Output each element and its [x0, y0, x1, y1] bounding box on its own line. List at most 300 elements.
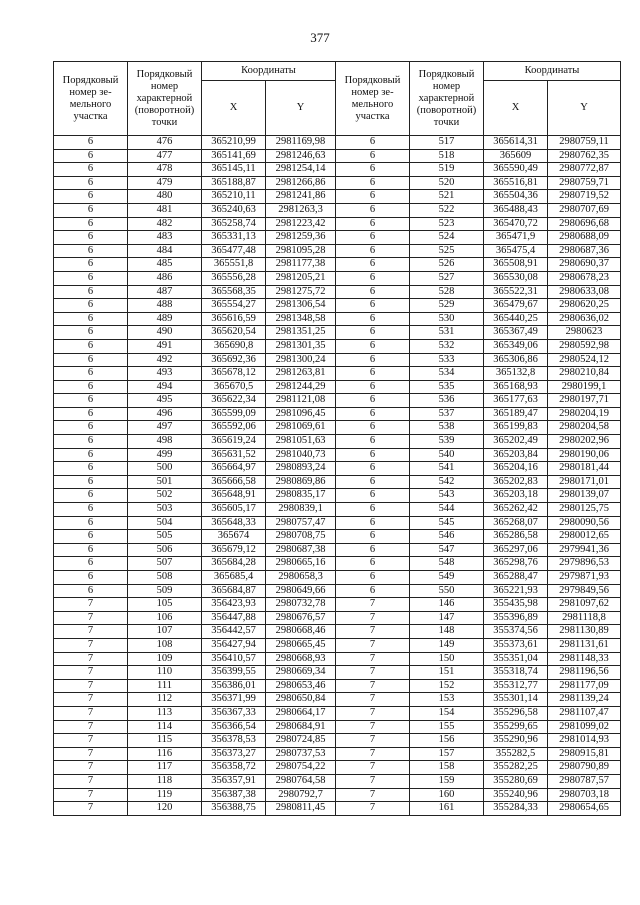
- y-coordinate-cell: 2980708,75: [266, 530, 336, 544]
- table-body: [54, 136, 621, 816]
- table-row: [54, 462, 621, 476]
- y-coordinate-cell: 2981348,58: [266, 312, 336, 326]
- y-coordinate-cell: 2981177,38: [266, 258, 336, 272]
- y-coordinate-cell: 2980869,86: [266, 475, 336, 489]
- point-number-cell: 156: [410, 734, 484, 748]
- x-coordinate-cell: 355351,04: [484, 652, 548, 666]
- y-coordinate-cell: 2980703,18: [548, 788, 621, 802]
- point-number-cell: 504: [128, 516, 202, 530]
- table-row: [54, 679, 621, 693]
- x-coordinate-cell: 356357,91: [202, 774, 266, 788]
- point-number-cell: 481: [128, 203, 202, 217]
- point-number-cell: 493: [128, 367, 202, 381]
- parcel-number-cell: 7: [336, 706, 410, 720]
- parcel-number-cell: 6: [336, 380, 410, 394]
- coordinates-header: Координаты: [484, 62, 621, 81]
- point-number-cell: 157: [410, 747, 484, 761]
- parcel-number-cell: 7: [336, 666, 410, 680]
- parcel-number-cell: 6: [54, 163, 128, 177]
- parcel-number-cell: 7: [336, 598, 410, 612]
- y-coordinate-cell: 2980664,17: [266, 706, 336, 720]
- y-coordinate-cell: 2980772,87: [548, 163, 621, 177]
- x-coordinate-cell: 355318,74: [484, 666, 548, 680]
- point-number-cell: 548: [410, 557, 484, 571]
- parcel-number-cell: 6: [336, 489, 410, 503]
- point-number-cell: 105: [128, 598, 202, 612]
- y-coordinate-cell: 2981051,63: [266, 435, 336, 449]
- table-row: [54, 271, 621, 285]
- x-coordinate-cell: 365479,67: [484, 299, 548, 313]
- parcel-number-cell: 6: [336, 394, 410, 408]
- table-row: [54, 625, 621, 639]
- parcel-number-cell: 7: [336, 611, 410, 625]
- parcel-number-cell: 7: [336, 652, 410, 666]
- y-coordinate-cell: 2980792,7: [266, 788, 336, 802]
- parcel-number-cell: 7: [336, 734, 410, 748]
- table-row: [54, 190, 621, 204]
- point-number-cell: 534: [410, 367, 484, 381]
- parcel-number-cell: 7: [54, 598, 128, 612]
- y-coordinate-cell: 2980668,46: [266, 625, 336, 639]
- table-row: [54, 231, 621, 245]
- x-coordinate-cell: 355301,14: [484, 693, 548, 707]
- y-coordinate-cell: 2981040,73: [266, 448, 336, 462]
- point-number-cell: 538: [410, 421, 484, 435]
- x-coordinate-cell: 365685,4: [202, 571, 266, 585]
- parcel-number-cell: 7: [336, 720, 410, 734]
- y-coordinate-cell: 2980636,02: [548, 312, 621, 326]
- y-coordinate-cell: 2980893,24: [266, 462, 336, 476]
- parcel-number-cell: 6: [336, 231, 410, 245]
- point-number-cell: 531: [410, 326, 484, 340]
- point-number-cell: 488: [128, 299, 202, 313]
- parcel-number-cell: 6: [54, 530, 128, 544]
- x-coordinate-cell: 365168,93: [484, 380, 548, 394]
- y-coordinate-cell: 2980707,69: [548, 203, 621, 217]
- x-coordinate-cell: 365622,34: [202, 394, 266, 408]
- parcel-number-cell: 6: [336, 503, 410, 517]
- point-number-cell: 479: [128, 176, 202, 190]
- y-coordinate-cell: 2981246,63: [266, 149, 336, 163]
- parcel-number-cell: 6: [336, 530, 410, 544]
- parcel-number-cell: 6: [54, 584, 128, 598]
- y-coordinate-cell: 2980653,46: [266, 679, 336, 693]
- y-coordinate-cell: 2980811,45: [266, 802, 336, 816]
- point-number-header: Порядковый номер характерной (поворотной) точки: [128, 62, 202, 136]
- point-number-cell: 106: [128, 611, 202, 625]
- x-coordinate-cell: 356366,54: [202, 720, 266, 734]
- point-number-cell: 496: [128, 407, 202, 421]
- point-number-cell: 533: [410, 353, 484, 367]
- y-coordinate-cell: 2981099,02: [548, 720, 621, 734]
- parcel-number-cell: 6: [336, 339, 410, 353]
- x-coordinate-cell: 355374,56: [484, 625, 548, 639]
- x-coordinate-cell: 365210,99: [202, 136, 266, 150]
- point-number-cell: 116: [128, 747, 202, 761]
- y-coordinate-cell: 2980759,11: [548, 136, 621, 150]
- table-row: [54, 285, 621, 299]
- x-coordinate-cell: 365590,49: [484, 163, 548, 177]
- parcel-number-cell: 6: [54, 475, 128, 489]
- parcel-number-cell: 6: [54, 339, 128, 353]
- point-number-cell: 161: [410, 802, 484, 816]
- point-number-cell: 110: [128, 666, 202, 680]
- parcel-number-cell: 7: [54, 747, 128, 761]
- x-coordinate-cell: 355373,61: [484, 638, 548, 652]
- point-number-cell: 498: [128, 435, 202, 449]
- y-coordinate-cell: 2980684,91: [266, 720, 336, 734]
- point-number-cell: 483: [128, 231, 202, 245]
- y-coordinate-cell: 2980764,58: [266, 774, 336, 788]
- parcel-number-cell: 6: [54, 258, 128, 272]
- parcel-number-cell: 6: [54, 571, 128, 585]
- x-coordinate-cell: 365508,91: [484, 258, 548, 272]
- point-number-cell: 507: [128, 557, 202, 571]
- parcel-number-cell: 6: [54, 326, 128, 340]
- x-coordinate-cell: 365286,58: [484, 530, 548, 544]
- x-coordinate-cell: 355296,58: [484, 706, 548, 720]
- x-coordinate-cell: 365298,76: [484, 557, 548, 571]
- point-number-cell: 155: [410, 720, 484, 734]
- y-coordinate-cell: 2980592,98: [548, 339, 621, 353]
- table-row: [54, 652, 621, 666]
- y-coordinate-cell: 2980090,56: [548, 516, 621, 530]
- table-row: [54, 802, 621, 816]
- point-number-cell: 485: [128, 258, 202, 272]
- parcel-number-cell: 6: [336, 312, 410, 326]
- parcel-number-cell: 6: [336, 557, 410, 571]
- x-coordinate-cell: 365331,13: [202, 231, 266, 245]
- x-coordinate-cell: 365504,36: [484, 190, 548, 204]
- table-row: [54, 706, 621, 720]
- x-coordinate-cell: 365568,35: [202, 285, 266, 299]
- point-number-cell: 477: [128, 149, 202, 163]
- point-number-cell: 115: [128, 734, 202, 748]
- x-coordinate-cell: 356358,72: [202, 761, 266, 775]
- parcel-number-header: Порядковый номер зе-мельного участка: [336, 62, 410, 136]
- y-coordinate-cell: 2980759,71: [548, 176, 621, 190]
- x-coordinate-cell: 356427,94: [202, 638, 266, 652]
- x-coordinate-cell: 365592,06: [202, 421, 266, 435]
- x-coordinate-cell: 365204,16: [484, 462, 548, 476]
- y-coordinate-cell: 2981205,21: [266, 271, 336, 285]
- table-row: [54, 774, 621, 788]
- point-number-cell: 525: [410, 244, 484, 258]
- table-row: [54, 299, 621, 313]
- point-number-cell: 499: [128, 448, 202, 462]
- y-coordinate-cell: 2980737,53: [266, 747, 336, 761]
- x-coordinate-cell: 365141,69: [202, 149, 266, 163]
- y-coordinate-cell: 2981096,45: [266, 407, 336, 421]
- table-row: [54, 421, 621, 435]
- table-row: [54, 475, 621, 489]
- y-coordinate-cell: 2981263,81: [266, 367, 336, 381]
- point-number-cell: 508: [128, 571, 202, 585]
- parcel-number-cell: 6: [336, 190, 410, 204]
- x-coordinate-cell: 365554,27: [202, 299, 266, 313]
- y-coordinate-cell: 2981118,8: [548, 611, 621, 625]
- x-coordinate-cell: 365614,31: [484, 136, 548, 150]
- x-coordinate-cell: 365288,47: [484, 571, 548, 585]
- y-coordinate-cell: 2980719,52: [548, 190, 621, 204]
- table-row: [54, 611, 621, 625]
- x-coordinate-cell: 365684,28: [202, 557, 266, 571]
- parcel-number-cell: 6: [54, 312, 128, 326]
- table-row: [54, 543, 621, 557]
- point-number-cell: 549: [410, 571, 484, 585]
- x-coordinate-cell: 365551,8: [202, 258, 266, 272]
- point-number-cell: 112: [128, 693, 202, 707]
- point-number-cell: 522: [410, 203, 484, 217]
- y-coordinate-cell: 2981095,28: [266, 244, 336, 258]
- parcel-number-cell: 6: [336, 475, 410, 489]
- point-number-cell: 523: [410, 217, 484, 231]
- x-coordinate-cell: 365471,9: [484, 231, 548, 245]
- table-row: [54, 217, 621, 231]
- y-coordinate-cell: 2980204,58: [548, 421, 621, 435]
- table-row: [54, 720, 621, 734]
- point-number-cell: 151: [410, 666, 484, 680]
- point-number-cell: 519: [410, 163, 484, 177]
- parcel-number-cell: 7: [336, 761, 410, 775]
- point-number-cell: 490: [128, 326, 202, 340]
- parcel-number-cell: 7: [54, 774, 128, 788]
- y-coordinate-cell: 2981300,24: [266, 353, 336, 367]
- y-coordinate-cell: 2979896,53: [548, 557, 621, 571]
- point-number-cell: 506: [128, 543, 202, 557]
- parcel-number-cell: 7: [336, 788, 410, 802]
- table-row: [54, 136, 621, 150]
- y-coordinate-cell: 2980665,45: [266, 638, 336, 652]
- x-coordinate-cell: 356423,93: [202, 598, 266, 612]
- parcel-number-header: Порядковый номер зе-мельного участка: [54, 62, 128, 136]
- parcel-number-cell: 7: [54, 625, 128, 639]
- parcel-number-cell: 6: [54, 489, 128, 503]
- parcel-number-cell: 7: [54, 706, 128, 720]
- x-coordinate-cell: 365690,8: [202, 339, 266, 353]
- parcel-number-cell: 7: [54, 720, 128, 734]
- y-coordinate-cell: 2981196,56: [548, 666, 621, 680]
- x-coordinate-cell: 365516,81: [484, 176, 548, 190]
- x-coordinate-cell: 365240,63: [202, 203, 266, 217]
- y-coordinate-cell: 2980787,57: [548, 774, 621, 788]
- table-row: [54, 380, 621, 394]
- point-number-cell: 546: [410, 530, 484, 544]
- point-number-cell: 476: [128, 136, 202, 150]
- y-coordinate-cell: 2980190,06: [548, 448, 621, 462]
- x-coordinate-cell: 365203,18: [484, 489, 548, 503]
- y-coordinate-cell: 2980839,1: [266, 503, 336, 517]
- y-coordinate-cell: 2980732,78: [266, 598, 336, 612]
- point-number-cell: 152: [410, 679, 484, 693]
- point-number-cell: 501: [128, 475, 202, 489]
- x-coordinate-cell: 356367,33: [202, 706, 266, 720]
- x-coordinate-cell: 365199,83: [484, 421, 548, 435]
- point-number-cell: 108: [128, 638, 202, 652]
- parcel-number-cell: 6: [336, 584, 410, 598]
- y-coordinate-cell: 2980210,84: [548, 367, 621, 381]
- parcel-number-cell: 7: [54, 611, 128, 625]
- point-number-cell: 526: [410, 258, 484, 272]
- parcel-number-cell: 6: [54, 136, 128, 150]
- point-number-cell: 509: [128, 584, 202, 598]
- table-row: [54, 407, 621, 421]
- point-number-cell: 502: [128, 489, 202, 503]
- y-coordinate-cell: 2980650,84: [266, 693, 336, 707]
- parcel-number-cell: 6: [54, 217, 128, 231]
- y-coordinate-cell: 2980676,57: [266, 611, 336, 625]
- point-number-cell: 486: [128, 271, 202, 285]
- y-coordinate-cell: 2981301,35: [266, 339, 336, 353]
- point-number-cell: 111: [128, 679, 202, 693]
- point-number-cell: 505: [128, 530, 202, 544]
- coordinates-table: [53, 61, 621, 816]
- table-row: [54, 584, 621, 598]
- y-coordinate-cell: 2980754,22: [266, 761, 336, 775]
- x-coordinate-cell: 365210,11: [202, 190, 266, 204]
- parcel-number-cell: 6: [336, 217, 410, 231]
- y-coordinate-cell: 2980658,3: [266, 571, 336, 585]
- parcel-number-cell: 6: [336, 258, 410, 272]
- parcel-number-cell: 6: [54, 435, 128, 449]
- x-coordinate-cell: 365349,06: [484, 339, 548, 353]
- y-coordinate-cell: 2979941,36: [548, 543, 621, 557]
- parcel-number-cell: 6: [54, 462, 128, 476]
- x-coordinate-cell: 365674: [202, 530, 266, 544]
- point-number-cell: 150: [410, 652, 484, 666]
- point-number-cell: 146: [410, 598, 484, 612]
- point-number-cell: 491: [128, 339, 202, 353]
- y-coordinate-cell: 2980678,23: [548, 271, 621, 285]
- y-coordinate-cell: 2980649,66: [266, 584, 336, 598]
- parcel-number-cell: 6: [54, 203, 128, 217]
- parcel-number-cell: 6: [54, 231, 128, 245]
- x-coordinate-cell: 365619,24: [202, 435, 266, 449]
- table-row: [54, 163, 621, 177]
- y-coordinate-cell: 2980197,71: [548, 394, 621, 408]
- point-number-cell: 114: [128, 720, 202, 734]
- x-coordinate-cell: 365605,17: [202, 503, 266, 517]
- y-coordinate-cell: 2980762,35: [548, 149, 621, 163]
- point-number-cell: 518: [410, 149, 484, 163]
- y-coordinate-cell: 2981121,08: [266, 394, 336, 408]
- y-coordinate-cell: 2979849,56: [548, 584, 621, 598]
- parcel-number-cell: 6: [336, 367, 410, 381]
- parcel-number-cell: 7: [54, 652, 128, 666]
- x-coordinate-cell: 356442,57: [202, 625, 266, 639]
- parcel-number-cell: 6: [54, 557, 128, 571]
- table-row: [54, 312, 621, 326]
- x-coordinate-cell: 365202,83: [484, 475, 548, 489]
- x-coordinate-cell: 365475,4: [484, 244, 548, 258]
- parcel-number-cell: 6: [54, 503, 128, 517]
- point-number-cell: 148: [410, 625, 484, 639]
- y-coordinate-cell: 2980181,44: [548, 462, 621, 476]
- y-coordinate-cell: 2981069,61: [266, 421, 336, 435]
- x-coordinate-cell: 356373,27: [202, 747, 266, 761]
- y-coordinate-cell: 2981097,62: [548, 598, 621, 612]
- x-coordinate-cell: 356371,99: [202, 693, 266, 707]
- x-coordinate-cell: 365556,28: [202, 271, 266, 285]
- y-coordinate-cell: 2980835,17: [266, 489, 336, 503]
- parcel-number-cell: 6: [54, 244, 128, 258]
- y-coordinate-cell: 2980171,01: [548, 475, 621, 489]
- x-coordinate-cell: 365609: [484, 149, 548, 163]
- y-coordinate-cell: 2980668,93: [266, 652, 336, 666]
- y-coordinate-cell: 2980620,25: [548, 299, 621, 313]
- point-number-cell: 541: [410, 462, 484, 476]
- parcel-number-cell: 6: [336, 203, 410, 217]
- parcel-number-cell: 6: [54, 299, 128, 313]
- table-row: [54, 666, 621, 680]
- x-coordinate-cell: 365189,47: [484, 407, 548, 421]
- y-coordinate-cell: 2981266,86: [266, 176, 336, 190]
- point-number-cell: 530: [410, 312, 484, 326]
- x-coordinate-cell: 356387,38: [202, 788, 266, 802]
- parcel-number-cell: 6: [336, 163, 410, 177]
- y-coordinate-cell: 2980524,12: [548, 353, 621, 367]
- x-coordinate-cell: 355290,96: [484, 734, 548, 748]
- point-number-cell: 119: [128, 788, 202, 802]
- x-coordinate-cell: 365367,49: [484, 326, 548, 340]
- y-coordinate-cell: 2980790,89: [548, 761, 621, 775]
- table-row: [54, 367, 621, 381]
- point-number-cell: 517: [410, 136, 484, 150]
- table-row: [54, 339, 621, 353]
- point-number-cell: 527: [410, 271, 484, 285]
- x-coordinate-cell: 365620,54: [202, 326, 266, 340]
- point-number-cell: 478: [128, 163, 202, 177]
- table-row: [54, 788, 621, 802]
- parcel-number-cell: 7: [336, 747, 410, 761]
- parcel-number-cell: 6: [336, 299, 410, 313]
- point-number-cell: 489: [128, 312, 202, 326]
- y-coordinate-cell: 2980623: [548, 326, 621, 340]
- point-number-cell: 503: [128, 503, 202, 517]
- parcel-number-cell: 6: [336, 516, 410, 530]
- point-number-cell: 544: [410, 503, 484, 517]
- point-number-cell: 497: [128, 421, 202, 435]
- table-row: [54, 638, 621, 652]
- y-coordinate-cell: 2980724,85: [266, 734, 336, 748]
- parcel-number-cell: 6: [336, 353, 410, 367]
- point-number-cell: 492: [128, 353, 202, 367]
- parcel-number-cell: 6: [54, 448, 128, 462]
- point-number-cell: 536: [410, 394, 484, 408]
- x-coordinate-cell: 356386,01: [202, 679, 266, 693]
- y-coordinate-cell: 2981148,33: [548, 652, 621, 666]
- x-coordinate-cell: 365470,72: [484, 217, 548, 231]
- table-row: [54, 598, 621, 612]
- table-row: [54, 435, 621, 449]
- table-row: [54, 747, 621, 761]
- x-coordinate-cell: 365297,06: [484, 543, 548, 557]
- x-coordinate-cell: 365616,59: [202, 312, 266, 326]
- parcel-number-cell: 7: [54, 693, 128, 707]
- point-number-cell: 159: [410, 774, 484, 788]
- parcel-number-cell: 6: [54, 421, 128, 435]
- point-number-cell: 528: [410, 285, 484, 299]
- y-coordinate-cell: 2979871,93: [548, 571, 621, 585]
- parcel-number-cell: 6: [336, 407, 410, 421]
- x-coordinate-cell: 365599,09: [202, 407, 266, 421]
- y-coordinate-cell: 2981254,14: [266, 163, 336, 177]
- point-number-cell: 113: [128, 706, 202, 720]
- table-row: [54, 203, 621, 217]
- parcel-number-cell: 7: [54, 788, 128, 802]
- y-coordinate-cell: 2980690,37: [548, 258, 621, 272]
- table-row: [54, 516, 621, 530]
